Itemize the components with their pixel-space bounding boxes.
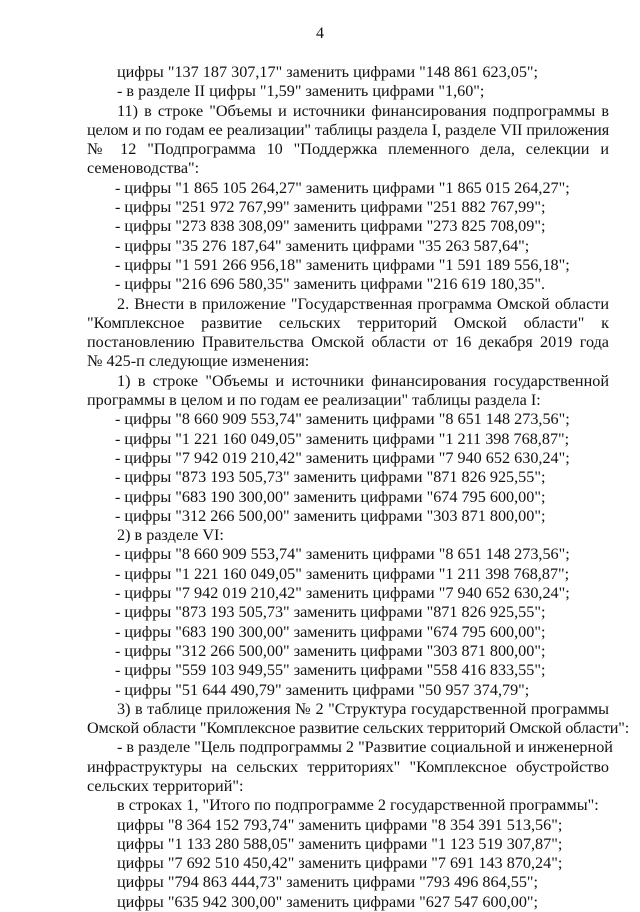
- text-line: - цифры "8 660 909 553,74" заменить цифрами "8 651 148 273,56";: [115, 410, 570, 429]
- text-line: семеноводства":: [87, 159, 200, 178]
- text-line: цифры "137 187 307,17" заменить цифрами "148 861 623,05";: [117, 63, 539, 81]
- text-line: - цифры "559 103 949,55" заменить цифрами "558 416 833,55";: [115, 661, 546, 680]
- text-line: - цифры "312 266 500,00" заменить цифрами "303 871 800,00";: [115, 506, 546, 525]
- text-line: - цифры "312 266 500,00" заменить цифрами "303 871 800,00";: [115, 641, 546, 660]
- text-line: - в разделе "Цель подпрограммы 2 "Развитие социальной и инженерной: [117, 738, 613, 757]
- text-line: 3) в таблице приложения № 2 "Структура государственной программы: [117, 699, 609, 718]
- text-line: № 425-п следующие изменения:: [87, 352, 310, 371]
- text-line: постановлению Правительства Омской области от 16 декабря 2019 года: [87, 333, 609, 352]
- text-line: сельских территорий":: [87, 776, 244, 795]
- text-line: - цифры "1 591 266 956,18" заменить цифрами "1 591 189 556,18";: [115, 255, 570, 274]
- text-line: № 12 "Подпрограмма 10 "Поддержка племенного дела, селекции и: [87, 140, 609, 159]
- text-line: "Комплексное развитие сельских территорий Омской области" к: [87, 313, 609, 332]
- text-line: - цифры "51 644 490,79" заменить цифрами "50 957 374,79";: [115, 680, 530, 699]
- text-line: 11) в строке "Объемы и источники финансирования подпрограммы в: [117, 101, 609, 120]
- document-body: [87, 63, 630, 912]
- text-line: целом и по годам ее реализации" таблицы раздела I, разделе VII приложения: [87, 120, 609, 139]
- text-line: - цифры "683 190 300,00" заменить цифрами "674 795 600,00";: [115, 622, 546, 641]
- text-line: - цифры "1 865 105 264,27" заменить цифрами "1 865 015 264,27";: [115, 178, 570, 197]
- text-line: цифры "635 942 300,00" заменить цифрами "627 547 600,00";: [117, 892, 539, 911]
- text-line: Омской области "Комплексное развитие сельских территорий Омской области":: [87, 719, 630, 738]
- text-line: - в разделе II цифры "1,59" заменить цифрами "1,60";: [117, 82, 485, 101]
- text-line: - цифры "216 696 580,35" заменить цифрами "216 619 180,35".: [115, 275, 546, 294]
- text-line: - цифры "873 193 505,73" заменить цифрами "871 826 925,55";: [115, 468, 546, 487]
- text-line: - цифры "251 972 767,99" заменить цифрами "251 882 767,99";: [115, 198, 546, 217]
- text-line: в строках 1, "Итого по подпрограмме 2 государственной программы":: [117, 796, 599, 815]
- text-line: - цифры "683 190 300,00" заменить цифрами "674 795 600,00";: [115, 487, 546, 506]
- text-line: - цифры "273 838 308,09" заменить цифрами "273 825 708,09";: [115, 217, 546, 236]
- text-line: 2) в разделе VI:: [117, 526, 224, 545]
- text-line: - цифры "7 942 019 210,42" заменить цифрами "7 940 652 630,24";: [115, 584, 570, 603]
- text-line: 1) в строке "Объемы и источники финансирования государственной: [117, 371, 609, 390]
- text-line: программы в целом и по годам ее реализации" таблицы раздела I:: [87, 391, 541, 410]
- text-line: инфраструктуры на сельских территориях" "Комплексное обустройство: [87, 757, 609, 776]
- text-line: цифры "7 692 510 450,42" заменить цифрами "7 691 143 870,24";: [117, 854, 563, 873]
- page-number: 4: [316, 25, 324, 42]
- text-line: - цифры "35 276 187,64" заменить цифрами "35 263 587,64";: [115, 236, 530, 255]
- text-line: - цифры "7 942 019 210,42" заменить цифрами "7 940 652 630,24";: [115, 448, 570, 467]
- text-line: 2. Внести в приложение "Государственная программа Омской области: [117, 294, 609, 313]
- text-line: - цифры "1 221 160 049,05" заменить цифрами "1 211 398 768,87";: [115, 429, 570, 448]
- text-line: цифры "1 133 280 588,05" заменить цифрами "1 123 519 307,87";: [117, 834, 563, 853]
- text-line: цифры "794 863 444,73" заменить цифрами "793 496 864,55";: [117, 873, 539, 892]
- text-line: - цифры "1 221 160 049,05" заменить цифрами "1 211 398 768,87";: [115, 564, 570, 583]
- text-line: цифры "8 364 152 793,74" заменить цифрами "8 354 391 513,56";: [117, 815, 563, 834]
- text-line: - цифры "8 660 909 553,74" заменить цифрами "8 651 148 273,56";: [115, 545, 570, 564]
- text-line: - цифры "873 193 505,73" заменить цифрами "871 826 925,55";: [115, 603, 546, 622]
